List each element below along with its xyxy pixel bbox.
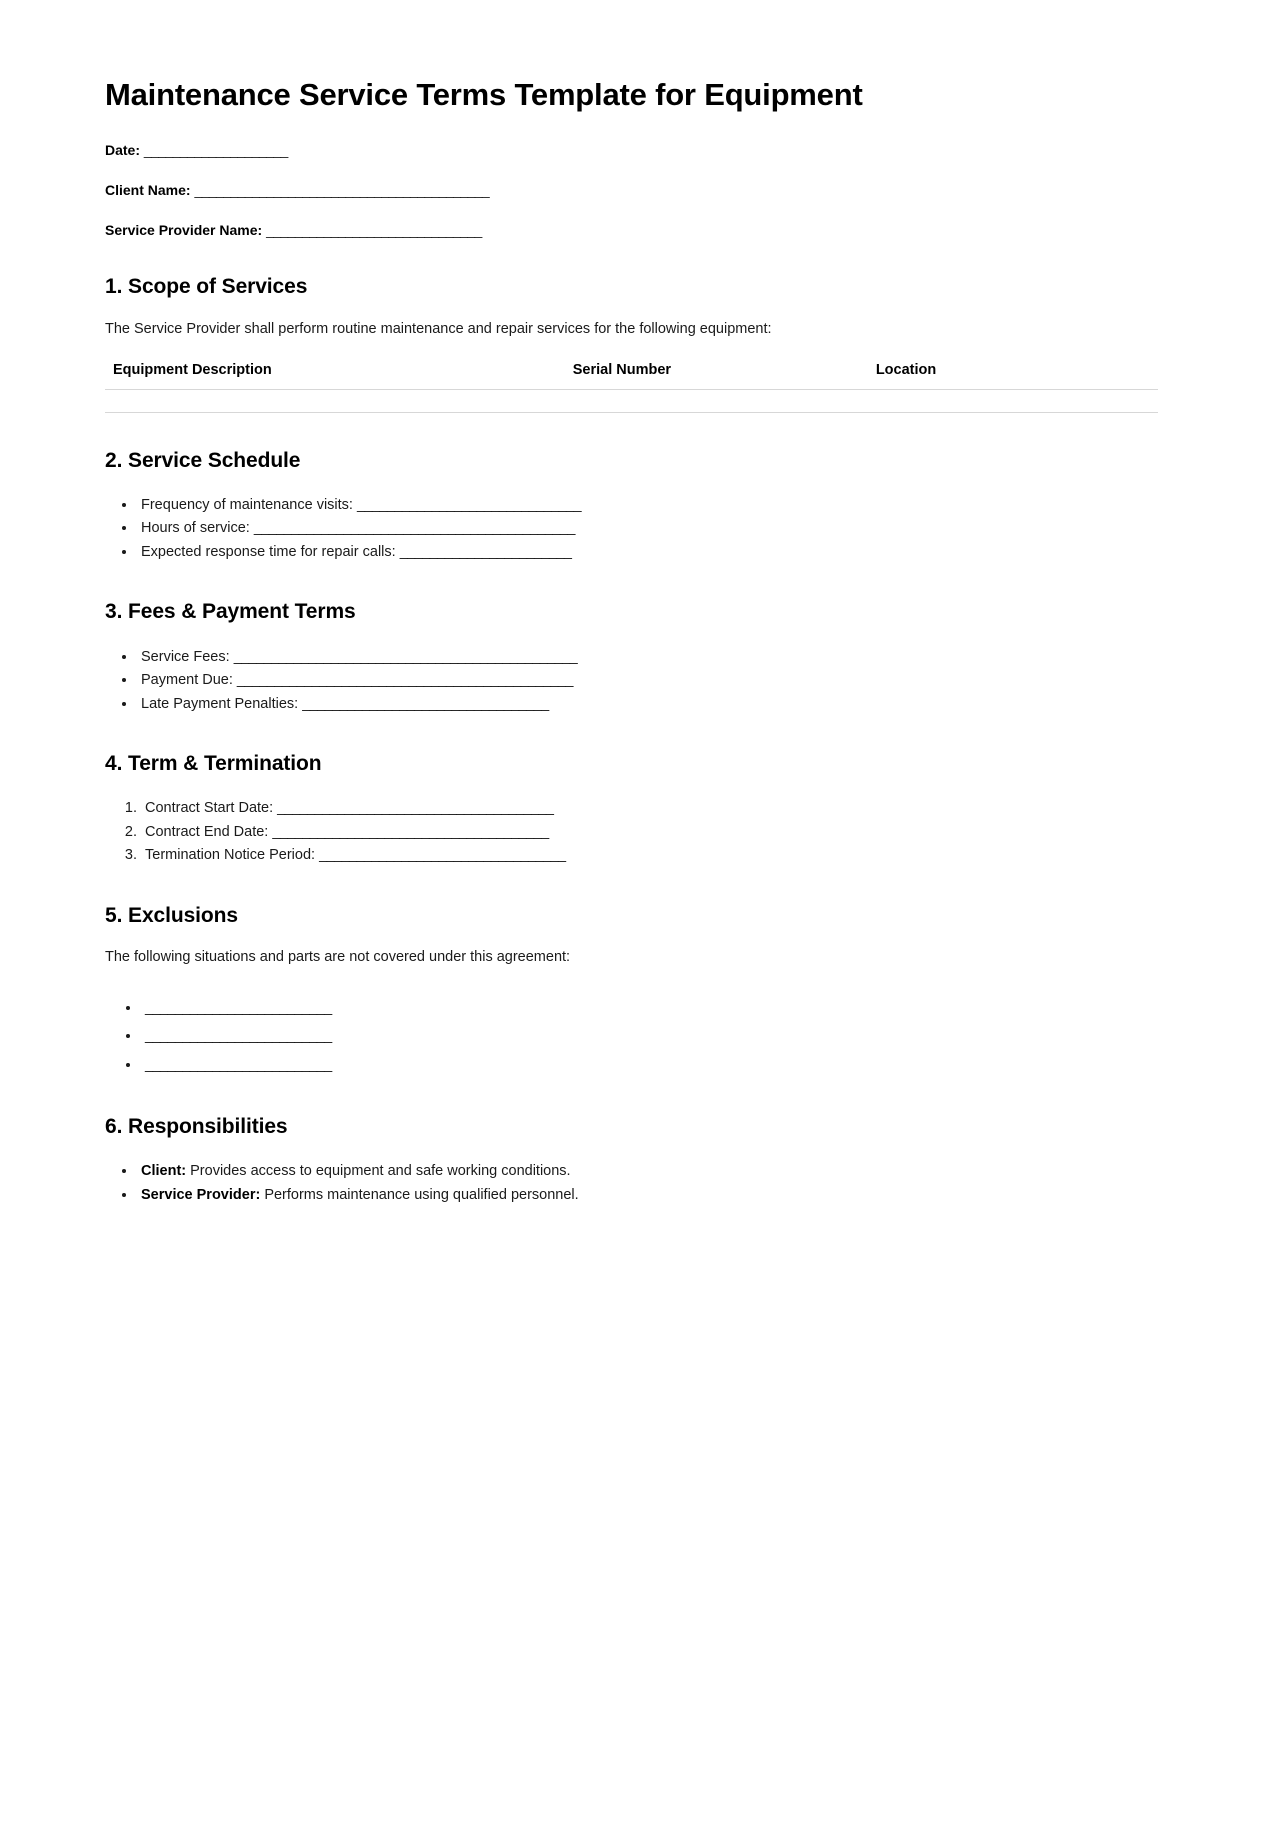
section-heading-exclusions: 5. Exclusions bbox=[105, 903, 238, 927]
field-client-name bbox=[105, 181, 1158, 199]
fees-payment-list bbox=[105, 646, 1158, 716]
responsibility-description: Provides access to equipment and safe working conditions. bbox=[186, 1163, 571, 1180]
list-item bbox=[137, 669, 1158, 692]
field-client-name-blank[interactable]: _________________________________________ bbox=[194, 181, 490, 198]
exclusions-intro-text: The following situations and parts are not covered under this agreement: bbox=[105, 949, 571, 966]
field-client-name-label: Client Name: bbox=[105, 181, 191, 198]
field-date bbox=[105, 141, 1158, 159]
list-item bbox=[141, 1022, 1158, 1050]
section-heading-fees-payment-terms: 3. Fees & Payment Terms bbox=[105, 600, 356, 624]
responsibility-party-label: Service Provider: bbox=[141, 1186, 261, 1203]
list-item bbox=[141, 1051, 1158, 1079]
column-header-location: Location bbox=[876, 362, 1158, 390]
list-item-blank[interactable]: _________________________________ bbox=[319, 847, 566, 864]
list-item-blank[interactable]: ______________________________ bbox=[357, 496, 581, 513]
section-fees-payment-terms bbox=[105, 598, 1158, 716]
list-item bbox=[141, 797, 1158, 820]
list-item-blank[interactable]: _________________________ bbox=[145, 1028, 332, 1045]
column-header-serial-number: Serial Number bbox=[573, 362, 876, 390]
list-item bbox=[137, 1160, 1158, 1183]
cell-location[interactable] bbox=[876, 389, 1158, 412]
list-item-blank[interactable]: _________________________________ bbox=[302, 695, 549, 712]
section-responsibilities bbox=[105, 1113, 1158, 1207]
list-item-blank[interactable]: _____________________________________________ bbox=[236, 672, 573, 689]
list-item-label: Contract End Date: bbox=[145, 823, 269, 840]
section-term-termination bbox=[105, 750, 1158, 868]
list-item-label: Service Fees: bbox=[141, 648, 230, 665]
list-item-blank[interactable]: _____________________________________ bbox=[272, 823, 549, 840]
list-item-label: Frequency of maintenance visits: bbox=[141, 496, 353, 513]
list-item bbox=[137, 517, 1158, 540]
list-item bbox=[137, 693, 1158, 716]
field-date-blank[interactable]: ____________________ bbox=[143, 141, 288, 158]
page-title: Maintenance Service Terms Template for Equipment bbox=[105, 77, 863, 112]
term-termination-list bbox=[105, 797, 1158, 867]
section-heading-term-termination: 4. Term & Termination bbox=[105, 752, 322, 776]
list-item-label: Contract Start Date: bbox=[145, 800, 274, 817]
column-header-equipment-description: Equipment Description bbox=[105, 362, 573, 390]
exclusions-list bbox=[105, 994, 1158, 1079]
list-item-label: Late Payment Penalties: bbox=[141, 695, 299, 712]
list-item-label: Termination Notice Period: bbox=[145, 847, 316, 864]
cell-equipment-description[interactable] bbox=[105, 389, 573, 412]
list-item-blank[interactable]: _____________________________________ bbox=[277, 800, 554, 817]
field-service-provider-name bbox=[105, 221, 1158, 239]
list-item bbox=[137, 541, 1158, 564]
list-item-label: Hours of service: bbox=[141, 520, 250, 537]
list-item bbox=[137, 494, 1158, 517]
list-item-label: Payment Due: bbox=[141, 672, 233, 689]
list-item-label: Expected response time for repair calls: bbox=[141, 543, 396, 560]
list-item-blank[interactable]: _________________________ bbox=[145, 1056, 332, 1073]
list-item bbox=[137, 646, 1158, 669]
section-heading-scope-of-services: 1. Scope of Services bbox=[105, 275, 308, 299]
equipment-table-body bbox=[105, 389, 1158, 412]
field-service-provider-name-label: Service Provider Name: bbox=[105, 222, 263, 239]
field-service-provider-name-blank[interactable]: ______________________________ bbox=[266, 222, 482, 239]
scope-intro-text: The Service Provider shall perform routine maintenance and repair services for the following equipment: bbox=[105, 320, 772, 337]
service-schedule-list bbox=[105, 494, 1158, 564]
list-item-blank[interactable]: ___________________________________________ bbox=[253, 520, 575, 537]
section-heading-service-schedule: 2. Service Schedule bbox=[105, 448, 301, 472]
section-heading-responsibilities: 6. Responsibilities bbox=[105, 1114, 288, 1138]
section-service-schedule bbox=[105, 447, 1158, 565]
list-item bbox=[141, 994, 1158, 1022]
section-exclusions bbox=[105, 902, 1158, 1079]
header-fields bbox=[105, 141, 1158, 240]
equipment-table-head bbox=[105, 362, 1158, 390]
field-date-label: Date: bbox=[105, 141, 141, 158]
equipment-table bbox=[105, 362, 1158, 413]
list-item bbox=[137, 1184, 1158, 1207]
responsibility-description: Performs maintenance using qualified personnel. bbox=[260, 1186, 579, 1203]
list-item bbox=[141, 844, 1158, 867]
cell-serial-number[interactable] bbox=[573, 389, 876, 412]
responsibilities-list bbox=[105, 1160, 1158, 1207]
table-row[interactable] bbox=[105, 389, 1158, 412]
list-item bbox=[141, 821, 1158, 844]
table-header-row bbox=[105, 362, 1158, 390]
responsibility-party-label: Client: bbox=[141, 1163, 187, 1180]
section-scope-of-services bbox=[105, 273, 1158, 412]
list-item-blank[interactable]: _________________________ bbox=[145, 1000, 332, 1017]
list-item-blank[interactable]: _______________________ bbox=[399, 543, 572, 560]
list-item-blank[interactable]: ______________________________________________ bbox=[233, 648, 578, 665]
